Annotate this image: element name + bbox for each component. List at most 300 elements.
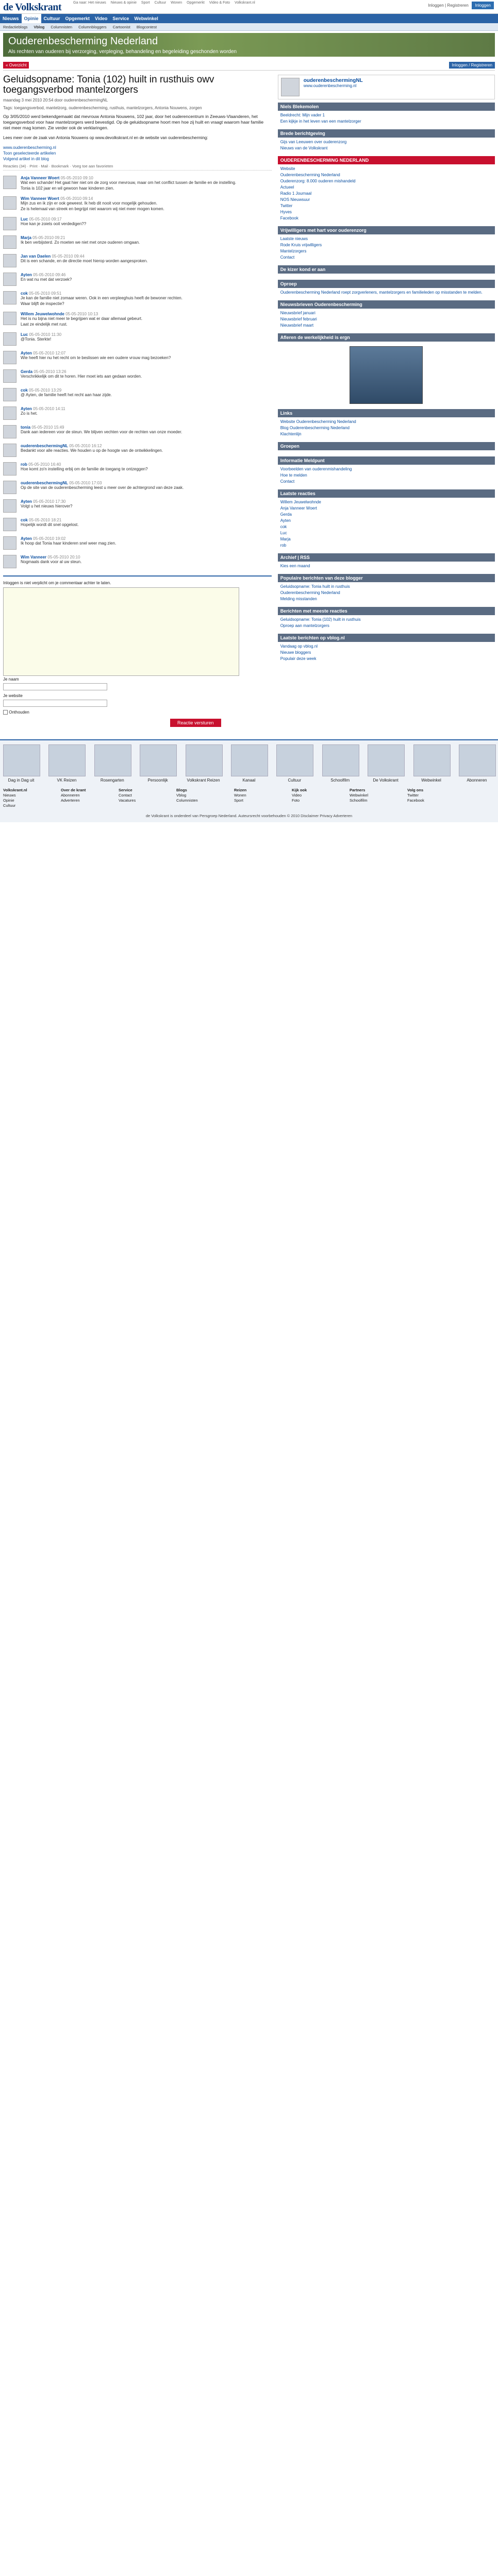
comment-time: 05-05-2010 13:29 bbox=[29, 388, 62, 393]
comment-header bbox=[21, 462, 272, 467]
comment-header bbox=[21, 444, 272, 448]
comment-text: Hopelijk wordt dit snel opgelost. bbox=[21, 522, 79, 527]
footer-tile-label[interactable]: Volkskrant Reizen bbox=[187, 778, 220, 783]
sidebar-section-body bbox=[278, 309, 495, 330]
toplink[interactable]: Video & Foto bbox=[209, 1, 230, 5]
sidebar-link[interactable]: Nieuws van de Volkskrant bbox=[280, 146, 328, 150]
toplink[interactable]: Wonen bbox=[171, 1, 182, 5]
sidebar-section-body bbox=[278, 274, 495, 277]
avatar[interactable] bbox=[3, 444, 16, 457]
footer-tile[interactable] bbox=[94, 744, 130, 783]
sidebar-link[interactable]: Willem Jeuwelwohnde bbox=[280, 500, 321, 504]
sidebar-link[interactable]: Contact bbox=[280, 479, 295, 484]
sidebar-link[interactable]: Ouderenbescherming Nederland bbox=[280, 173, 340, 177]
comment-author[interactable]: Ayten bbox=[21, 406, 32, 411]
sidebar-link[interactable]: Gerda bbox=[280, 512, 292, 517]
toplink[interactable]: Opgemerkt bbox=[187, 1, 205, 5]
blog-toolbar bbox=[3, 61, 495, 71]
comment-text: Hoe komt zo'n instelling erbij om de familie de toegang te ontzeggen? bbox=[21, 467, 148, 471]
sidebar-link[interactable]: Ouderenbescherming Nederland bbox=[280, 590, 340, 595]
comment-text: Zo is het. bbox=[21, 411, 38, 416]
footer-link[interactable]: Opinie bbox=[3, 798, 14, 803]
comment-header bbox=[21, 291, 272, 296]
comment-header bbox=[21, 536, 272, 541]
comment-body bbox=[21, 444, 272, 457]
nav-item-nieuws[interactable]: Nieuws bbox=[3, 16, 19, 21]
comment-item bbox=[3, 369, 272, 383]
footer-link-column bbox=[292, 788, 350, 808]
footer-link[interactable]: Abonneren bbox=[61, 793, 80, 798]
avatar[interactable] bbox=[3, 254, 16, 267]
comment-author[interactable]: Ayten bbox=[21, 273, 32, 277]
sidebar-link[interactable]: Rode Kruis vrijwilligers bbox=[280, 243, 322, 247]
sidebar-section-title: Afleren de werkelijkheid is ergn bbox=[278, 333, 495, 342]
comment-textarea[interactable] bbox=[3, 587, 239, 676]
nav-item-cultuur[interactable]: Cultuur bbox=[43, 16, 60, 21]
comment-time: 05-05-2010 15:49 bbox=[31, 425, 64, 430]
avatar[interactable] bbox=[3, 406, 16, 420]
footer-link[interactable]: Facebook bbox=[407, 798, 424, 803]
avatar[interactable] bbox=[3, 536, 16, 550]
comment-text: Op de site van de ouderenbescherming leest u meer over de achtergrond van deze zaak. bbox=[21, 485, 184, 490]
sidebar-section-body bbox=[278, 450, 495, 453]
avatar[interactable] bbox=[3, 481, 16, 494]
avatar[interactable] bbox=[3, 217, 16, 230]
comment-header bbox=[21, 555, 272, 560]
name-field[interactable] bbox=[3, 683, 107, 690]
article-link[interactable]: Toon geselecteerde artikelen bbox=[3, 151, 56, 156]
footer-links bbox=[3, 788, 495, 808]
sidebar-link[interactable]: Laatste nieuws bbox=[280, 236, 308, 241]
sidebar-link[interactable]: Twitter bbox=[280, 204, 293, 208]
footer-tile[interactable] bbox=[368, 744, 404, 783]
comment-author[interactable]: Ayten bbox=[21, 351, 32, 355]
comment-item bbox=[3, 235, 272, 249]
comment-body bbox=[21, 499, 272, 513]
footer-tile-image[interactable] bbox=[3, 744, 40, 776]
toplink[interactable]: Sport bbox=[141, 1, 150, 5]
comment-item bbox=[3, 254, 272, 267]
sidebar-link[interactable]: Ouderenzorg: 8.000 ouderen mishandeld bbox=[280, 179, 356, 183]
subnav-item[interactable]: Redactieblogs bbox=[3, 25, 28, 29]
sidebar-section-title: Groepen bbox=[278, 442, 495, 450]
comment-item bbox=[3, 425, 272, 438]
comment-time: 05-05-2010 17:03 bbox=[69, 481, 102, 485]
avatar[interactable] bbox=[3, 291, 16, 304]
avatar[interactable] bbox=[3, 176, 16, 189]
account-label[interactable]: Inloggen | Registreren bbox=[428, 3, 469, 8]
comment-body bbox=[21, 254, 272, 267]
comment-body bbox=[21, 406, 272, 420]
sidebar-link[interactable]: Gijs van Leeuwen over ouderenzorg bbox=[280, 140, 347, 144]
subnav-item[interactable]: Columnisten bbox=[51, 25, 73, 29]
comment-text: En wat nu met dat verzoek? bbox=[21, 277, 72, 282]
comment-author[interactable]: Wim Vanneer Woert bbox=[21, 196, 59, 201]
sidebar-section-body bbox=[278, 642, 495, 664]
sidebar-link[interactable]: Geluidsopname: Tonia (102) huilt in rusthuis bbox=[280, 617, 361, 622]
comment-author[interactable]: Willem Jeuwelwohnde bbox=[21, 312, 64, 316]
sidebar-link[interactable]: rob bbox=[280, 543, 287, 548]
nav-item-service[interactable]: Service bbox=[112, 16, 129, 21]
avatar[interactable] bbox=[281, 78, 300, 96]
sidebar-link[interactable]: Een kijkje in het leven van een mantelzorger bbox=[280, 119, 361, 124]
nav-item-video[interactable]: Video bbox=[95, 16, 108, 21]
footer-link[interactable]: Contact bbox=[119, 793, 132, 798]
sidebar-link[interactable]: Contact bbox=[280, 255, 295, 260]
sidebar-section-body bbox=[278, 164, 495, 223]
site-logo[interactable]: de Volkskrant bbox=[3, 2, 61, 13]
footer-tile-label[interactable]: Abonneren bbox=[467, 778, 487, 783]
subnav-item[interactable]: Blogcontest bbox=[136, 25, 157, 29]
sidebar-link[interactable]: Oproep aan mantelzorgers bbox=[280, 623, 329, 628]
avatar[interactable] bbox=[3, 518, 16, 531]
sidebar-link[interactable]: Nieuwe bloggers bbox=[280, 650, 311, 655]
sidebar-section-title: Brede berichtgeving bbox=[278, 129, 495, 138]
sidebar-link[interactable]: Actueel bbox=[280, 185, 294, 190]
comment-time: 05-05-2010 09:21 bbox=[32, 235, 65, 240]
sub-nav bbox=[0, 23, 498, 31]
avatar[interactable] bbox=[3, 312, 16, 325]
comment-body bbox=[21, 369, 272, 383]
comment-header bbox=[21, 176, 272, 180]
avatar[interactable] bbox=[3, 462, 16, 476]
avatar[interactable] bbox=[3, 369, 16, 383]
footer-link-column bbox=[119, 788, 176, 808]
nav-item-opinie[interactable]: Opinie bbox=[22, 14, 41, 23]
website-field[interactable] bbox=[3, 700, 107, 707]
comment-author[interactable]: Jan van Daelen bbox=[21, 254, 51, 259]
footer-tile-image[interactable] bbox=[368, 744, 405, 776]
comment-text: Wat een schande! Het gaat hier niet om de zorg voor mevrouw, maar om het conflict tussen de familie en de instelling. Tonia is 102 jaar en wil gewoon haar kinderen zien. bbox=[21, 180, 237, 191]
toplink[interactable]: Nieuws & opinie bbox=[110, 1, 137, 5]
comment-item bbox=[3, 444, 272, 457]
article-link[interactable]: Volgend artikel in dit blog bbox=[3, 157, 49, 161]
subnav-item[interactable]: Columnbloggers bbox=[78, 25, 107, 29]
sidebar-section-body bbox=[278, 234, 495, 262]
footer-column-title: Reizen bbox=[234, 788, 247, 793]
sidebar-section-body bbox=[278, 288, 495, 297]
footer-link[interactable]: Vacatures bbox=[119, 798, 136, 803]
footer-link[interactable]: Adverteren bbox=[61, 798, 80, 803]
sidebar-section-body bbox=[278, 465, 495, 486]
sidebar-link[interactable]: Hoe te melden bbox=[280, 473, 307, 478]
footer-tile-label[interactable]: Webwinkel bbox=[421, 778, 441, 783]
comment-body bbox=[21, 555, 272, 568]
footer-tile[interactable] bbox=[140, 744, 176, 783]
sidebar-link[interactable]: Website bbox=[280, 166, 295, 171]
comment-text: Mijn zus en ik zijn er ook geweest. Ik heb dit nooit voor mogelijk gehouden. Ze is helemaal van streek en begrijpt niet waarom wij niet meer mogen komen. bbox=[21, 201, 164, 211]
blog-banner bbox=[3, 33, 495, 57]
comment-text: @Tonia. Sterkte! bbox=[21, 337, 52, 342]
sidebar-section-body bbox=[278, 342, 495, 406]
article-title: Geluidsopname: Tonia (102) huilt in rusthuis owv toegangsverbod mantelzorgers bbox=[3, 74, 214, 95]
comment-time: 05-05-2010 16:40 bbox=[28, 462, 61, 467]
nav-item-webwinkel[interactable]: Webwinkel bbox=[134, 16, 158, 21]
footer-tile-label[interactable]: De Volkskrant bbox=[373, 778, 399, 783]
comment-time: 05-05-2010 09:17 bbox=[29, 217, 62, 222]
footer-tile[interactable] bbox=[276, 744, 312, 783]
sidebar-link[interactable]: NOS Nieuwsuur bbox=[280, 197, 310, 202]
sidebar-link[interactable]: Kies een maand bbox=[280, 564, 310, 568]
content-columns bbox=[0, 71, 498, 727]
footer-column-title: Blogs bbox=[176, 788, 187, 793]
footer-column-title: Service bbox=[119, 788, 132, 793]
footer-tile-label[interactable]: Persoonlijk bbox=[147, 778, 168, 783]
sidebar-sections bbox=[278, 103, 495, 664]
footer-link[interactable]: Schoolfilm bbox=[350, 798, 368, 803]
comment-author[interactable]: Luc bbox=[21, 332, 28, 337]
login-button[interactable]: Inloggen bbox=[472, 2, 494, 9]
article-tools[interactable]: Reacties (34) · Print · Mail · Bookmark · Voeg toe aan favorieten bbox=[3, 164, 272, 171]
footer-column-title: Volkskrant.nl bbox=[3, 788, 27, 793]
subnav-item[interactable]: Vblog bbox=[34, 25, 45, 29]
avatar[interactable] bbox=[3, 555, 16, 568]
footer-column-title: Kijk ook bbox=[292, 788, 307, 793]
footer-link-column bbox=[234, 788, 292, 808]
comment-item bbox=[3, 176, 272, 191]
comment-time: 05-05-2010 12:07 bbox=[33, 351, 66, 355]
comment-body bbox=[21, 291, 272, 307]
footer-tile-image[interactable] bbox=[48, 744, 86, 776]
sidebar-section-title: OUDERENBESCHERMING NEDERLAND bbox=[278, 156, 495, 164]
sidebar-link[interactable]: Mantelzorgers bbox=[280, 249, 307, 253]
comment-item bbox=[3, 406, 272, 420]
comment-item bbox=[3, 217, 272, 230]
sidebar-section-body bbox=[278, 417, 495, 439]
comment-item bbox=[3, 273, 272, 286]
comment-text: Dit is een schande, en de directie moet hierop worden aangesproken. bbox=[21, 259, 148, 263]
sidebar-link[interactable]: Beeldrecht: Mijn vader 1 bbox=[280, 113, 325, 117]
comment-author[interactable]: Ayten bbox=[21, 536, 32, 541]
article-date: maandag 3 mei 2010 20:54 door ouderenbeschermingNL bbox=[3, 98, 108, 103]
comment-text: Hoe kan je zoiets ooit verdedigen?? bbox=[21, 222, 87, 226]
comment-author[interactable]: rob bbox=[21, 462, 27, 467]
avatar[interactable] bbox=[3, 425, 16, 438]
comment-header bbox=[21, 254, 272, 259]
footer-tile-image[interactable] bbox=[276, 744, 313, 776]
sidebar-link[interactable]: Vandaag op vblog.nl bbox=[280, 644, 318, 649]
banner-subtitle: Als rechten van ouderen bij verzorging, verpleging, behandeling en begeleiding geschonden worden bbox=[8, 49, 237, 55]
comment-time: 05-05-2010 16:12 bbox=[69, 444, 102, 448]
footer-tile[interactable] bbox=[459, 744, 495, 783]
footer-link[interactable]: Webwinkel bbox=[350, 793, 369, 798]
avatar[interactable] bbox=[3, 273, 16, 286]
comment-body bbox=[21, 235, 272, 249]
sidebar-link[interactable]: Klachtenlijn bbox=[280, 432, 302, 436]
comment-time: 05-05-2010 13:26 bbox=[34, 369, 67, 374]
comment-item bbox=[3, 462, 272, 476]
sidebar-link[interactable]: Ayten bbox=[280, 518, 291, 523]
sidebar-section-title: Berichten met meeste reacties bbox=[278, 607, 495, 615]
sidebar-link[interactable]: Voorbeelden van ouderenmishandeling bbox=[280, 467, 352, 471]
avatar[interactable] bbox=[3, 196, 16, 210]
footer-link-column bbox=[61, 788, 119, 808]
profile-link[interactable]: www.ouderenbescherming.nl bbox=[303, 83, 357, 88]
footer-link[interactable]: Foto bbox=[292, 798, 300, 803]
comment-author[interactable]: Marja bbox=[21, 235, 31, 240]
footer-tile-image[interactable] bbox=[322, 744, 359, 776]
comment-text: Je kan de familie niet zomaar weren. Ook in een verpleeghuis heeft de bewoner rechten. Waar blijft de inspectie? bbox=[21, 296, 182, 306]
footer-tile-image[interactable] bbox=[459, 744, 496, 776]
footer-tile-label[interactable]: Rosengarten bbox=[100, 778, 124, 783]
footer-tile[interactable] bbox=[186, 744, 222, 783]
sidebar-link[interactable]: Marja bbox=[280, 537, 291, 541]
sidebar-link[interactable]: Melding misstanden bbox=[280, 597, 317, 601]
sidebar-link[interactable]: Facebook bbox=[280, 216, 298, 221]
footer-tile[interactable] bbox=[48, 744, 85, 783]
footer-link[interactable]: Cultuur bbox=[3, 803, 16, 808]
footer-tile-image[interactable] bbox=[186, 744, 223, 776]
sidebar-link[interactable]: Nieuwsbrief januari bbox=[280, 311, 316, 315]
sidebar-section-body bbox=[278, 498, 495, 550]
comment-author[interactable]: Anja Vanneer Woert bbox=[21, 176, 60, 180]
remember-checkbox[interactable] bbox=[3, 710, 272, 715]
sidebar-link[interactable]: Nieuwsbrief maart bbox=[280, 323, 314, 328]
toplink[interactable]: Ga naar: Het nieuws bbox=[73, 1, 106, 5]
nav-item-opgemerkt[interactable]: Opgemerkt bbox=[65, 16, 90, 21]
comment-time: 05-05-2010 19:02 bbox=[33, 536, 66, 541]
sidebar-link[interactable]: Radio 1 Journaal bbox=[280, 191, 312, 196]
avatar[interactable] bbox=[3, 388, 16, 401]
comment-item bbox=[3, 312, 272, 327]
comment-author[interactable]: cok bbox=[21, 518, 28, 522]
comment-header bbox=[21, 273, 272, 277]
comment-item bbox=[3, 536, 272, 550]
article-lead: Op 3/05/2010 werd bekendgemaakt dat mevrouw Antonia Nouwens, 102 jaar, door het ouderencentrum in Zeeuws-Vlaanderen, het toegangsverbod voor haar mantelzorgers werd bevestigd. Op de geluidsopname hoort men hoe zij huilt en vraagt waarom haar familie niet meer mag komen. Zie verder ook de verklaringen. bbox=[3, 114, 264, 130]
comment-header bbox=[21, 481, 272, 485]
comment-body bbox=[21, 536, 272, 550]
comment-author[interactable]: tonia bbox=[21, 425, 31, 430]
comment-author[interactable]: ouderenbeschermingNL bbox=[21, 444, 69, 448]
comment-item bbox=[3, 481, 272, 494]
comment-time: 05-05-2010 17:30 bbox=[33, 499, 66, 504]
comment-text: Nogmaals dank voor al uw steun. bbox=[21, 560, 82, 564]
checkbox-box[interactable] bbox=[3, 710, 8, 715]
comment-item bbox=[3, 518, 272, 531]
footer-link[interactable]: Columnisten bbox=[176, 798, 198, 803]
footer-link[interactable]: Sport bbox=[234, 798, 243, 803]
comment-author[interactable]: Gerda bbox=[21, 369, 33, 374]
comment-body bbox=[21, 388, 272, 401]
footer-tile[interactable] bbox=[322, 744, 358, 783]
comment-author[interactable]: Luc bbox=[21, 217, 28, 222]
footer-tile-image[interactable] bbox=[231, 744, 268, 776]
comment-item bbox=[3, 196, 272, 212]
sidebar-link[interactable]: Website Ouderenbescherming Nederland bbox=[280, 419, 356, 424]
avatar[interactable] bbox=[3, 332, 16, 346]
comment-author[interactable]: cok bbox=[21, 291, 28, 296]
comment-author[interactable]: ouderenbeschermingNL bbox=[21, 481, 69, 485]
comment-time: 05-05-2010 09:44 bbox=[52, 254, 85, 259]
comment-text: Bedankt voor alle reacties. We houden u op de hoogte van de ontwikkelingen. bbox=[21, 448, 163, 453]
comment-header bbox=[21, 235, 272, 240]
comment-time: 05-05-2010 09:46 bbox=[33, 273, 66, 277]
comment-time: 05-05-2010 09:14 bbox=[60, 196, 93, 201]
footer-link[interactable]: Twitter bbox=[407, 793, 419, 798]
footer-link-column bbox=[407, 788, 465, 808]
footer-tile-image[interactable] bbox=[413, 744, 451, 776]
article-link[interactable]: www.ouderenbescherming.nl bbox=[3, 145, 56, 150]
footer-tile-image[interactable] bbox=[140, 744, 177, 776]
footer-tile-label[interactable]: Cultuur bbox=[288, 778, 302, 783]
sidebar-section-body bbox=[278, 562, 495, 571]
comment-list bbox=[3, 176, 272, 568]
footer-link[interactable]: Wonen bbox=[234, 793, 246, 798]
comment-text: Ik ben verbijsterd. Zo moeten we niet met onze ouderen omgaan. bbox=[21, 240, 140, 245]
book-cover-image[interactable] bbox=[350, 346, 423, 404]
footer-tile-label[interactable]: Schoolfilm bbox=[330, 778, 350, 783]
overview-button[interactable]: « Overzicht bbox=[3, 62, 29, 69]
article-tags[interactable]: Tags: toegangsverbod, mantelzorg, ouderenbescherming, rusthuis, mantelzorgers, Antonia Nouwens, zorgen bbox=[3, 106, 202, 110]
footer-tile-image[interactable] bbox=[94, 744, 131, 776]
comment-header bbox=[21, 369, 272, 374]
comment-time: 05-05-2010 20:10 bbox=[47, 555, 80, 560]
submit-comment-button[interactable]: Reactie versturen bbox=[170, 719, 221, 727]
footer-tile-label[interactable]: VK Reizen bbox=[57, 778, 77, 783]
footer-link[interactable]: Nieuws bbox=[3, 793, 16, 798]
subnav-item[interactable]: Cartoonist bbox=[112, 25, 130, 29]
sidebar-link[interactable]: Luc bbox=[280, 531, 287, 535]
comment-text: Het is nu bijna niet meer te begrijpen wat er daar allemaal gebeurt. Laat ze eindelijk met rust. bbox=[21, 316, 143, 327]
comment-time: 05-05-2010 10:13 bbox=[65, 312, 98, 316]
comment-author[interactable]: cok bbox=[21, 388, 28, 393]
sidebar-link[interactable]: Geluidsopname: Tonia huilt in rusthuis bbox=[280, 584, 350, 589]
comment-header bbox=[21, 196, 272, 201]
comment-author[interactable]: Wim Vanneer bbox=[21, 555, 47, 560]
profile-name[interactable]: ouderenbeschermingNL bbox=[303, 78, 363, 83]
sidebar-link[interactable]: Ouderenbescherming Nederland roept zorgverleners, mantelzorgers en familieleden op misstanden te melden. bbox=[280, 290, 483, 295]
top-bar bbox=[0, 0, 498, 14]
comment-body bbox=[21, 217, 272, 230]
register-button[interactable]: Inloggen / Registreren bbox=[449, 62, 495, 69]
toplink[interactable]: Cultuur bbox=[154, 1, 167, 5]
sidebar-link[interactable]: Anja Vanneer Woert bbox=[280, 506, 317, 511]
comment-header bbox=[21, 217, 272, 222]
footer-link-column bbox=[350, 788, 407, 808]
avatar[interactable] bbox=[3, 499, 16, 513]
sidebar-link[interactable]: Populair deze week bbox=[280, 656, 317, 661]
name-label: Je naam bbox=[3, 677, 19, 682]
footer-link[interactable]: Video bbox=[292, 793, 302, 798]
sidebar-link[interactable]: cok bbox=[280, 524, 287, 529]
footer-tile[interactable] bbox=[3, 744, 39, 783]
avatar[interactable] bbox=[3, 351, 16, 364]
sidebar-link[interactable]: Blog Ouderenbescherming Nederland bbox=[280, 426, 350, 430]
comment-body bbox=[21, 518, 272, 531]
sidebar-link[interactable]: Nieuwsbrief februari bbox=[280, 317, 317, 321]
footer-tile-label[interactable]: Kanaal bbox=[242, 778, 256, 783]
comment-text: Verschrikkelijk om dit te horen. Hier moet iets aan gedaan worden. bbox=[21, 374, 142, 379]
sidebar-section-title: Niels Blekemolen bbox=[278, 103, 495, 111]
article-links bbox=[3, 145, 272, 162]
footer-tile-label[interactable]: Dag in Dag uit bbox=[8, 778, 35, 783]
top-links bbox=[73, 1, 259, 5]
comment-author[interactable]: Ayten bbox=[21, 499, 32, 504]
footer bbox=[0, 739, 498, 822]
comment-text: Volgt u het nieuws hierover? bbox=[21, 504, 73, 509]
sidebar-section-title: Laatste berichten op vblog.nl bbox=[278, 634, 495, 642]
avatar[interactable] bbox=[3, 235, 16, 249]
footer-tile[interactable] bbox=[231, 744, 267, 783]
site-label: Je website bbox=[3, 693, 23, 698]
sidebar-link[interactable]: Hyves bbox=[280, 210, 292, 214]
banner-title: Ouderenbescherming Nederland bbox=[8, 36, 158, 47]
footer-link[interactable]: Vblog bbox=[176, 793, 187, 798]
footer-tile[interactable] bbox=[413, 744, 450, 783]
toplink[interactable]: Volkskrant.nl bbox=[235, 1, 255, 5]
comment-form bbox=[3, 575, 272, 727]
main-nav bbox=[0, 14, 498, 23]
